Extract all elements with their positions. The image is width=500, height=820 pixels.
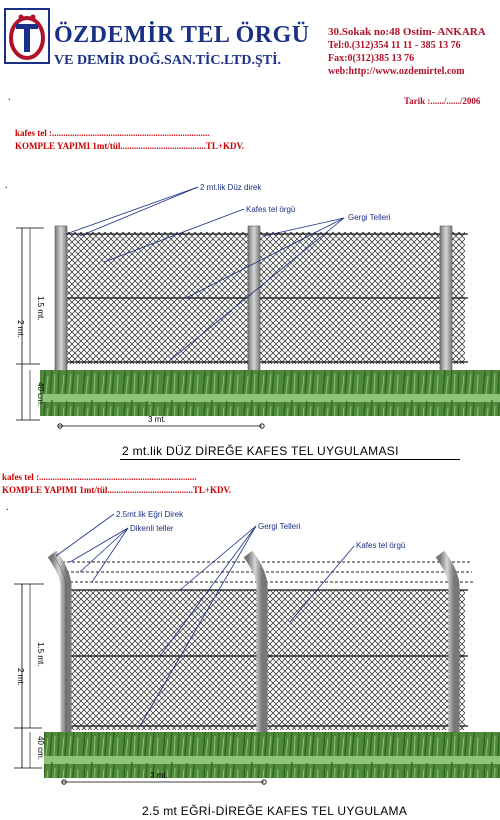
company-subtitle: VE DEMİR DOĞ.SAN.TİC.LTD.ŞTİ. [54, 53, 282, 68]
grass-ground [44, 732, 500, 778]
curved-fence-post [52, 554, 66, 738]
address-text: 30.Sokak no:48 Ostim- ANKARA [328, 26, 486, 38]
s2-form-line-1: kafes tel :...................................................................... [2, 472, 197, 482]
label-straight-post: 2 mt.lik Düz direk [200, 183, 262, 192]
label-tension-wires: Gergi Telleri [258, 522, 301, 531]
grass-ground [40, 370, 500, 416]
label-tension-wires: Gergi Telleri [348, 213, 391, 222]
s2-form-line-2: KOMPLE YAPIMI 1mt/tül......................................TL+KDV. [2, 485, 232, 495]
dim-span-label: 3 mt. [148, 415, 166, 424]
tel-text: Tel:0.(312)354 11 11 - 385 13 76 [328, 40, 461, 51]
svg-text:.: . [148, 396, 151, 407]
fence-post [440, 226, 452, 374]
stray-dot: . [6, 502, 9, 513]
straight-post-fence-diagram [0, 170, 500, 440]
s1-form-line-2: KOMPLE YAPIMI 1mt/tül......................................TL+KDV. [15, 141, 245, 151]
dim-span-label: 3 mt. [150, 771, 168, 780]
stray-dot: . [8, 92, 11, 103]
company-name: ÖZDEMİR TEL ÖRGÜ [54, 22, 310, 48]
dim-upper-label: 1.5 mt. [36, 642, 45, 667]
contact-block [328, 26, 486, 78]
fence-post [55, 226, 67, 374]
dim-below-label: 40 cm. [36, 736, 45, 761]
dim-total-label: 2 mt. [16, 320, 25, 338]
company-logo [4, 8, 50, 64]
dim-upper-label: 1.5 mt. [36, 296, 45, 321]
label-mesh: Kafes tel örgü [356, 541, 406, 550]
fence-post [248, 226, 260, 374]
label-curved-post: 2.5mt.lik Eğri Direk [116, 510, 184, 519]
stray-dot: . [5, 180, 8, 191]
fax-text: Fax:0(312)385 13 76 [328, 53, 415, 64]
s1-form-line-1: kafes tel :...................................................................... [15, 128, 210, 138]
label-barbed-wire: Dikenli teller [130, 524, 174, 533]
web-text: web:http://www.ozdemirtel.com [328, 66, 465, 77]
s2-caption: 2.5 mt EĞRİ-DİREĞE KAFES TEL UYGULAMA [142, 804, 408, 818]
s1-caption: 2 mt.lik DÜZ DİREĞE KAFES TEL UYGULAMASI [122, 444, 399, 458]
date-line: Tarik :....../....../2006 [404, 96, 481, 106]
label-mesh: Kafes tel örgü [246, 205, 296, 214]
s1-caption-underline [120, 459, 460, 460]
dim-below-label: 40 cm. [36, 382, 45, 407]
curved-post-fence-diagram [0, 500, 500, 800]
dim-total-label: 2 mt. [16, 668, 25, 686]
